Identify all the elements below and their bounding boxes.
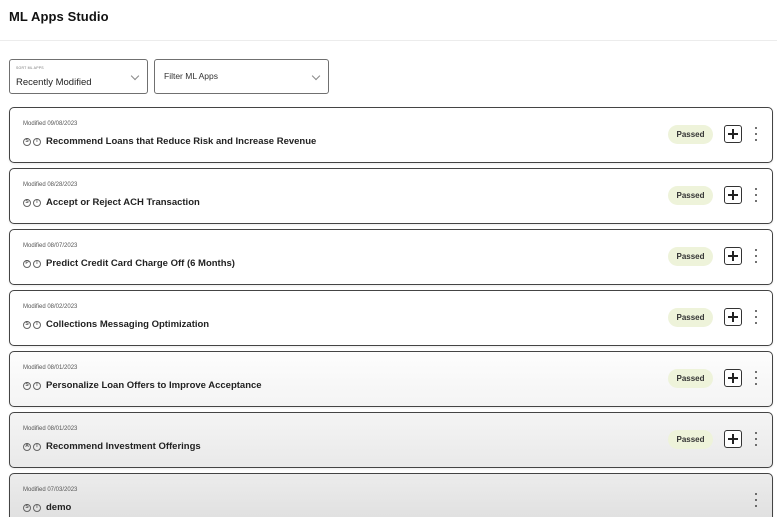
modified-date: Modified 08/01/2023: [23, 426, 78, 432]
app-type-icon: P: [23, 260, 31, 268]
app-type-icon: S: [23, 382, 31, 390]
app-name[interactable]: Collections Messaging Optimization: [46, 319, 210, 330]
app-name[interactable]: demo: [46, 502, 72, 513]
plus-icon: [728, 255, 738, 256]
modified-date: Modified 08/02/2023: [23, 304, 78, 310]
sort-select[interactable]: [9, 59, 148, 94]
status-badge: Passed: [668, 247, 713, 266]
modified-date: Modified 08/07/2023: [23, 243, 78, 249]
plus-icon: [728, 194, 738, 195]
ml-app-card[interactable]: [9, 351, 773, 407]
ml-apps-list: [9, 107, 773, 517]
ml-app-card[interactable]: [9, 107, 773, 163]
add-button[interactable]: [724, 125, 742, 143]
modified-date: Modified 09/08/2023: [23, 121, 78, 127]
app-type-icon: S: [23, 199, 31, 207]
add-button[interactable]: [724, 186, 742, 204]
chevron-down-icon: [312, 72, 320, 80]
filter-select-placeholder: Filter ML Apps: [164, 71, 219, 81]
app-title: ML Apps Studio: [9, 9, 109, 24]
app-name[interactable]: Predict Credit Card Charge Off (6 Months): [46, 258, 235, 269]
modified-date: Modified 08/01/2023: [23, 365, 78, 371]
app-type-icon: S: [23, 138, 31, 146]
status-badge: Passed: [668, 369, 713, 388]
card-title-row: [23, 319, 209, 330]
ml-app-card[interactable]: [9, 473, 773, 517]
status-badge: Passed: [668, 125, 713, 144]
card-title-row: [23, 380, 262, 391]
info-icon[interactable]: i: [33, 260, 41, 268]
chevron-down-icon: [131, 72, 139, 80]
filter-select[interactable]: [154, 59, 329, 94]
status-badge: Passed: [668, 186, 713, 205]
more-options-icon[interactable]: [752, 309, 760, 325]
more-options-icon[interactable]: [752, 126, 760, 142]
ml-app-card[interactable]: [9, 412, 773, 468]
add-button[interactable]: [724, 247, 742, 265]
app-name[interactable]: Recommend Loans that Reduce Risk and Increase Revenue: [46, 136, 317, 147]
header: [0, 0, 777, 41]
modified-date: Modified 08/28/2023: [23, 182, 78, 188]
sort-select-label: SORT ML APPS: [16, 66, 44, 70]
more-options-icon[interactable]: [752, 370, 760, 386]
plus-icon: [728, 316, 738, 317]
plus-icon: [728, 377, 738, 378]
info-icon[interactable]: i: [33, 138, 41, 146]
card-title-row: [23, 502, 71, 513]
app-name[interactable]: Accept or Reject ACH Transaction: [46, 197, 200, 208]
plus-icon: [728, 133, 738, 134]
sort-select-value: Recently Modified: [16, 77, 92, 88]
add-button[interactable]: [724, 430, 742, 448]
modified-date: Modified 07/03/2023: [23, 487, 78, 493]
app-type-icon: A: [23, 443, 31, 451]
add-button[interactable]: [724, 369, 742, 387]
list-controls: [9, 59, 329, 94]
info-icon[interactable]: i: [33, 443, 41, 451]
app-type-icon: S: [23, 504, 31, 512]
info-icon[interactable]: i: [33, 321, 41, 329]
more-options-icon[interactable]: [752, 492, 760, 508]
info-icon[interactable]: i: [33, 382, 41, 390]
more-options-icon[interactable]: [752, 187, 760, 203]
ml-app-card[interactable]: [9, 290, 773, 346]
more-options-icon[interactable]: [752, 248, 760, 264]
ml-app-card[interactable]: [9, 229, 773, 285]
status-badge: Passed: [668, 430, 713, 449]
card-title-row: [23, 258, 235, 269]
info-icon[interactable]: i: [33, 199, 41, 207]
add-button[interactable]: [724, 308, 742, 326]
app-name[interactable]: Personalize Loan Offers to Improve Acceptance: [46, 380, 262, 391]
card-title-row: [23, 136, 316, 147]
more-options-icon[interactable]: [752, 431, 760, 447]
plus-icon: [728, 438, 738, 439]
card-title-row: [23, 441, 201, 452]
status-badge: Passed: [668, 308, 713, 327]
card-title-row: [23, 197, 200, 208]
app-type-icon: S: [23, 321, 31, 329]
info-icon[interactable]: i: [33, 504, 41, 512]
app-name[interactable]: Recommend Investment Offerings: [46, 441, 201, 452]
ml-app-card[interactable]: [9, 168, 773, 224]
